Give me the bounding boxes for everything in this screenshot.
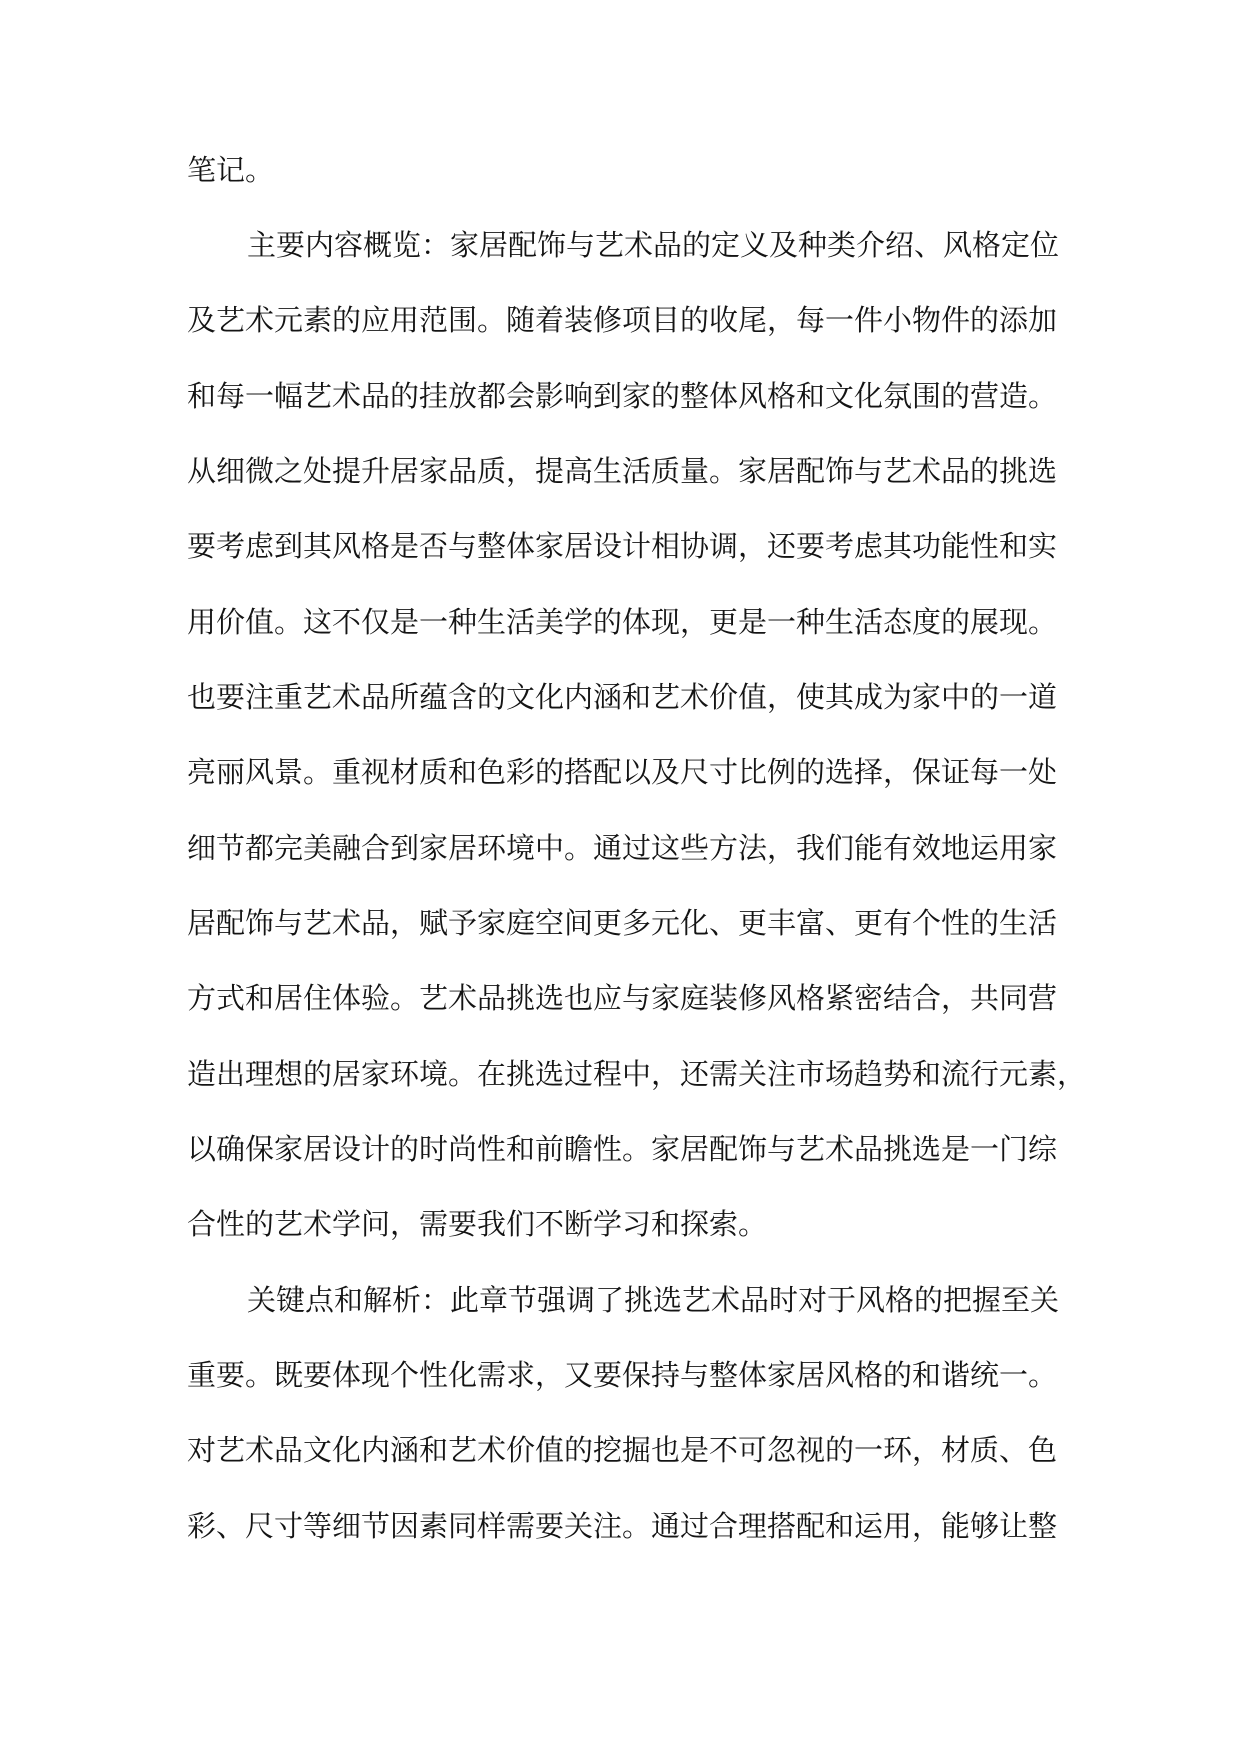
text-line: 重要。既要体现个性化需求，又要保持与整体家居风格的和谐统一。 <box>187 1358 1058 1392</box>
text-line: 也要注重艺术品所蕴含的文化内涵和艺术价值，使其成为家中的一道 <box>187 680 1058 714</box>
text-line: 居配饰与艺术品，赋予家庭空间更多元化、更丰富、更有个性的生活 <box>187 906 1058 940</box>
text-line: 主要内容概览：家居配饰与艺术品的定义及种类介绍、风格定位 <box>247 228 1060 262</box>
text-line: 用价值。这不仅是一种生活美学的体现，更是一种生活态度的展现。 <box>187 605 1058 639</box>
text-line: 亮丽风景。重视材质和色彩的搭配以及尺寸比例的选择，保证每一处 <box>187 755 1058 789</box>
text-line: 方式和居住体验。艺术品挑选也应与家庭装修风格紧密结合，共同营 <box>187 981 1058 1015</box>
text-line: 以确保家居设计的时尚性和前瞻性。家居配饰与艺术品挑选是一门综 <box>187 1132 1058 1166</box>
text-line: 彩、尺寸等细节因素同样需要关注。通过合理搭配和运用，能够让整 <box>187 1509 1058 1543</box>
text-line: 关键点和解析：此章节强调了挑选艺术品时对于风格的把握至关 <box>247 1283 1060 1317</box>
text-line: 细节都完美融合到家居环境中。通过这些方法，我们能有效地运用家 <box>187 831 1058 865</box>
text-line: 造出理想的居家环境。在挑选过程中，还需关注市场趋势和流行元素， <box>187 1057 1087 1091</box>
text-line: 合性的艺术学问，需要我们不断学习和探索。 <box>187 1207 768 1241</box>
text-line: 要考虑到其风格是否与整体家居设计相协调，还要考虑其功能性和实 <box>187 529 1058 563</box>
text-line: 及艺术元素的应用范围。随着装修项目的收尾，每一件小物件的添加 <box>187 303 1058 337</box>
text-line: 对艺术品文化内涵和艺术价值的挖掘也是不可忽视的一环，材质、色 <box>187 1433 1058 1467</box>
text-line: 从细微之处提升居家品质，提高生活质量。家居配饰与艺术品的挑选 <box>187 454 1058 488</box>
text-line: 笔记。 <box>187 153 275 187</box>
text-line: 和每一幅艺术品的挂放都会影响到家的整体风格和文化氛围的营造。 <box>187 379 1058 413</box>
